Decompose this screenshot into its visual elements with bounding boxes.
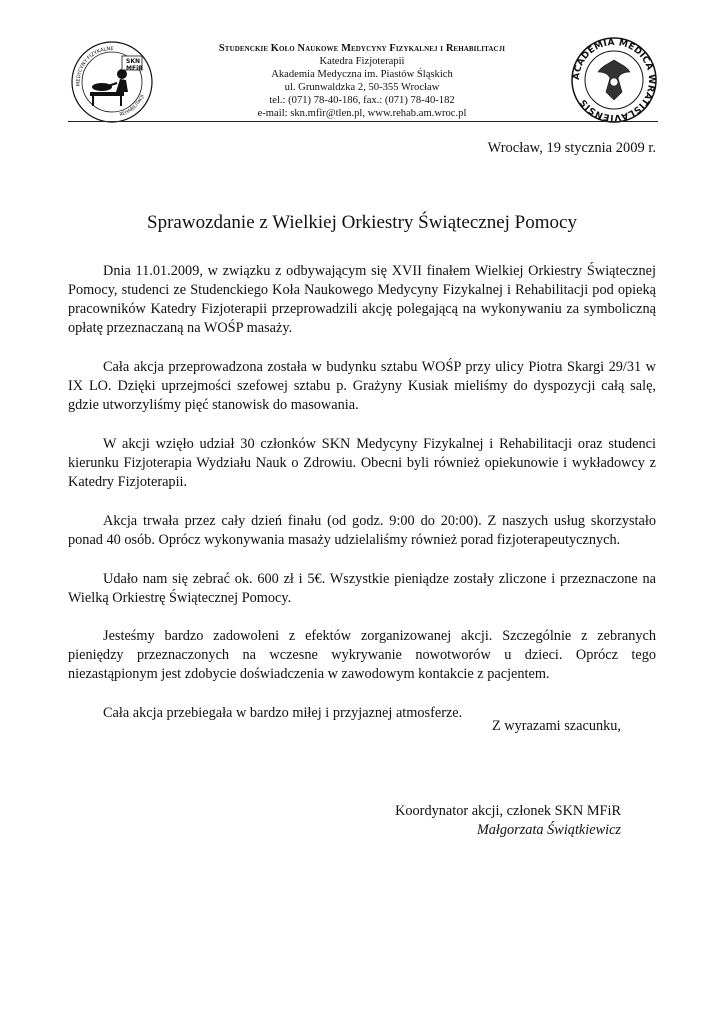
signature-block [395, 802, 621, 840]
paragraph-5: Udało nam się zebrać ok. 600 zł i 5€. Wszystkie pieniądze zostały zliczone i przeznaczone na Wielką Orkiestrę Świątecznej Pomocy. [68, 570, 656, 606]
paragraph-2: Cała akcja przeprowadzona została w budynku sztabu WOŚP przy ulicy Piotra Skargi 29/31 w IX LO. Dzięki uprzejmości szefowej sztabu p. Grażyny Kusiak mieliśmy do dyspozycji całą salę, gdzie utworzyliśmy pięć stanowisk do masowania. [68, 358, 656, 414]
email-line: e-mail: skn.mfir@tlen.pl, www.rehab.am.wroc.pl [257, 108, 467, 119]
department-line: Katedra Fizjoterapii [319, 56, 405, 67]
letterhead [70, 34, 658, 124]
left-logo-label: SKN MFiR [126, 58, 143, 72]
document-body [68, 262, 656, 743]
paragraph-7: Cała akcja przebiegała w bardzo miłej i przyjaznej atmosferze. [103, 705, 463, 722]
closing-salutation: Z wyrazami szacunku, [491, 718, 621, 734]
academia-medica-seal-icon [570, 36, 658, 124]
organization-name: Studenckie Koło Naukowe Medycyny Fizykalnej i Rehabilitacji [218, 43, 506, 54]
skn-mfir-logo-icon [70, 40, 154, 124]
document-title: Sprawozdanie z Wielkiej Orkiestry Świątecznej Pomocy [147, 212, 577, 233]
university-line: Akademia Medyczna im. Piastów Śląskich [271, 69, 453, 80]
paragraph-3: W akcji wzięło udział 30 członków SKN Medycyny Fizykalnej i Rehabilitacji oraz studenci kierunku Fizjoterapia Wydziału Nauk o Zdrowiu. Obecni byli również opiekunowie i wykładowcy z Katedry Fizjoterapii. [68, 435, 656, 491]
document-date: Wrocław, 19 stycznia 2009 r. [487, 140, 656, 156]
paragraph-1: Dnia 11.01.2009, w związku z odbywającym się XVII finałem Wielkiej Orkiestry Świątecznej Pomocy, studenci ze Studenckiego Koła Naukowego Medycyny Fizykalnej i Rehabilitacji pod opieką pracowników Katedry Fizjoterapii przeprowadzili akcję polegającą na wykonywaniu za symboliczną opłatę przeznaczaną na WOŚP masaży. [68, 263, 656, 337]
signatory-role: Koordynator akcji, członek SKN MFiR [395, 803, 621, 819]
address-line: ul. Grunwaldzka 2, 50-355 Wrocław [284, 82, 440, 93]
paragraph-6: Jesteśmy bardzo zadowoleni z efektów zorganizowanej akcji. Szczególnie z zebranych pieniędzy przeznaczonych na wczesne wykrywanie nowotworów u dzieci. Oprócz tego niezastąpionym jest zdobycie doświadczenia w zawodowym kontakcie z pacjentem. [68, 628, 656, 683]
signatory-name: Małgorzata Świątkiewicz [476, 822, 621, 838]
svg-text:MEDYCYNY FIZYKALNEJ: MEDYCYNY FIZYKALNE [75, 45, 114, 87]
organization-info [162, 42, 562, 120]
header-divider [68, 121, 658, 122]
phone-line: tel.: (071) 78-40-186, fax.: (071) 78-40-182 [269, 95, 455, 106]
svg-text:REHABILITACJI: REHABILITACJI [119, 94, 146, 118]
paragraph-4: Akcja trwała przez cały dzień finału (od godz. 9:00 do 20:00). Z naszych usług skorzystało ponad 40 osób. Oprócz wykonywania masaży udzielaliśmy również porad fizjoterapeutycznych. [68, 512, 656, 548]
right-logo-label: ACADEMIA MEDICA WRATISLAVIENSIS [571, 37, 657, 123]
